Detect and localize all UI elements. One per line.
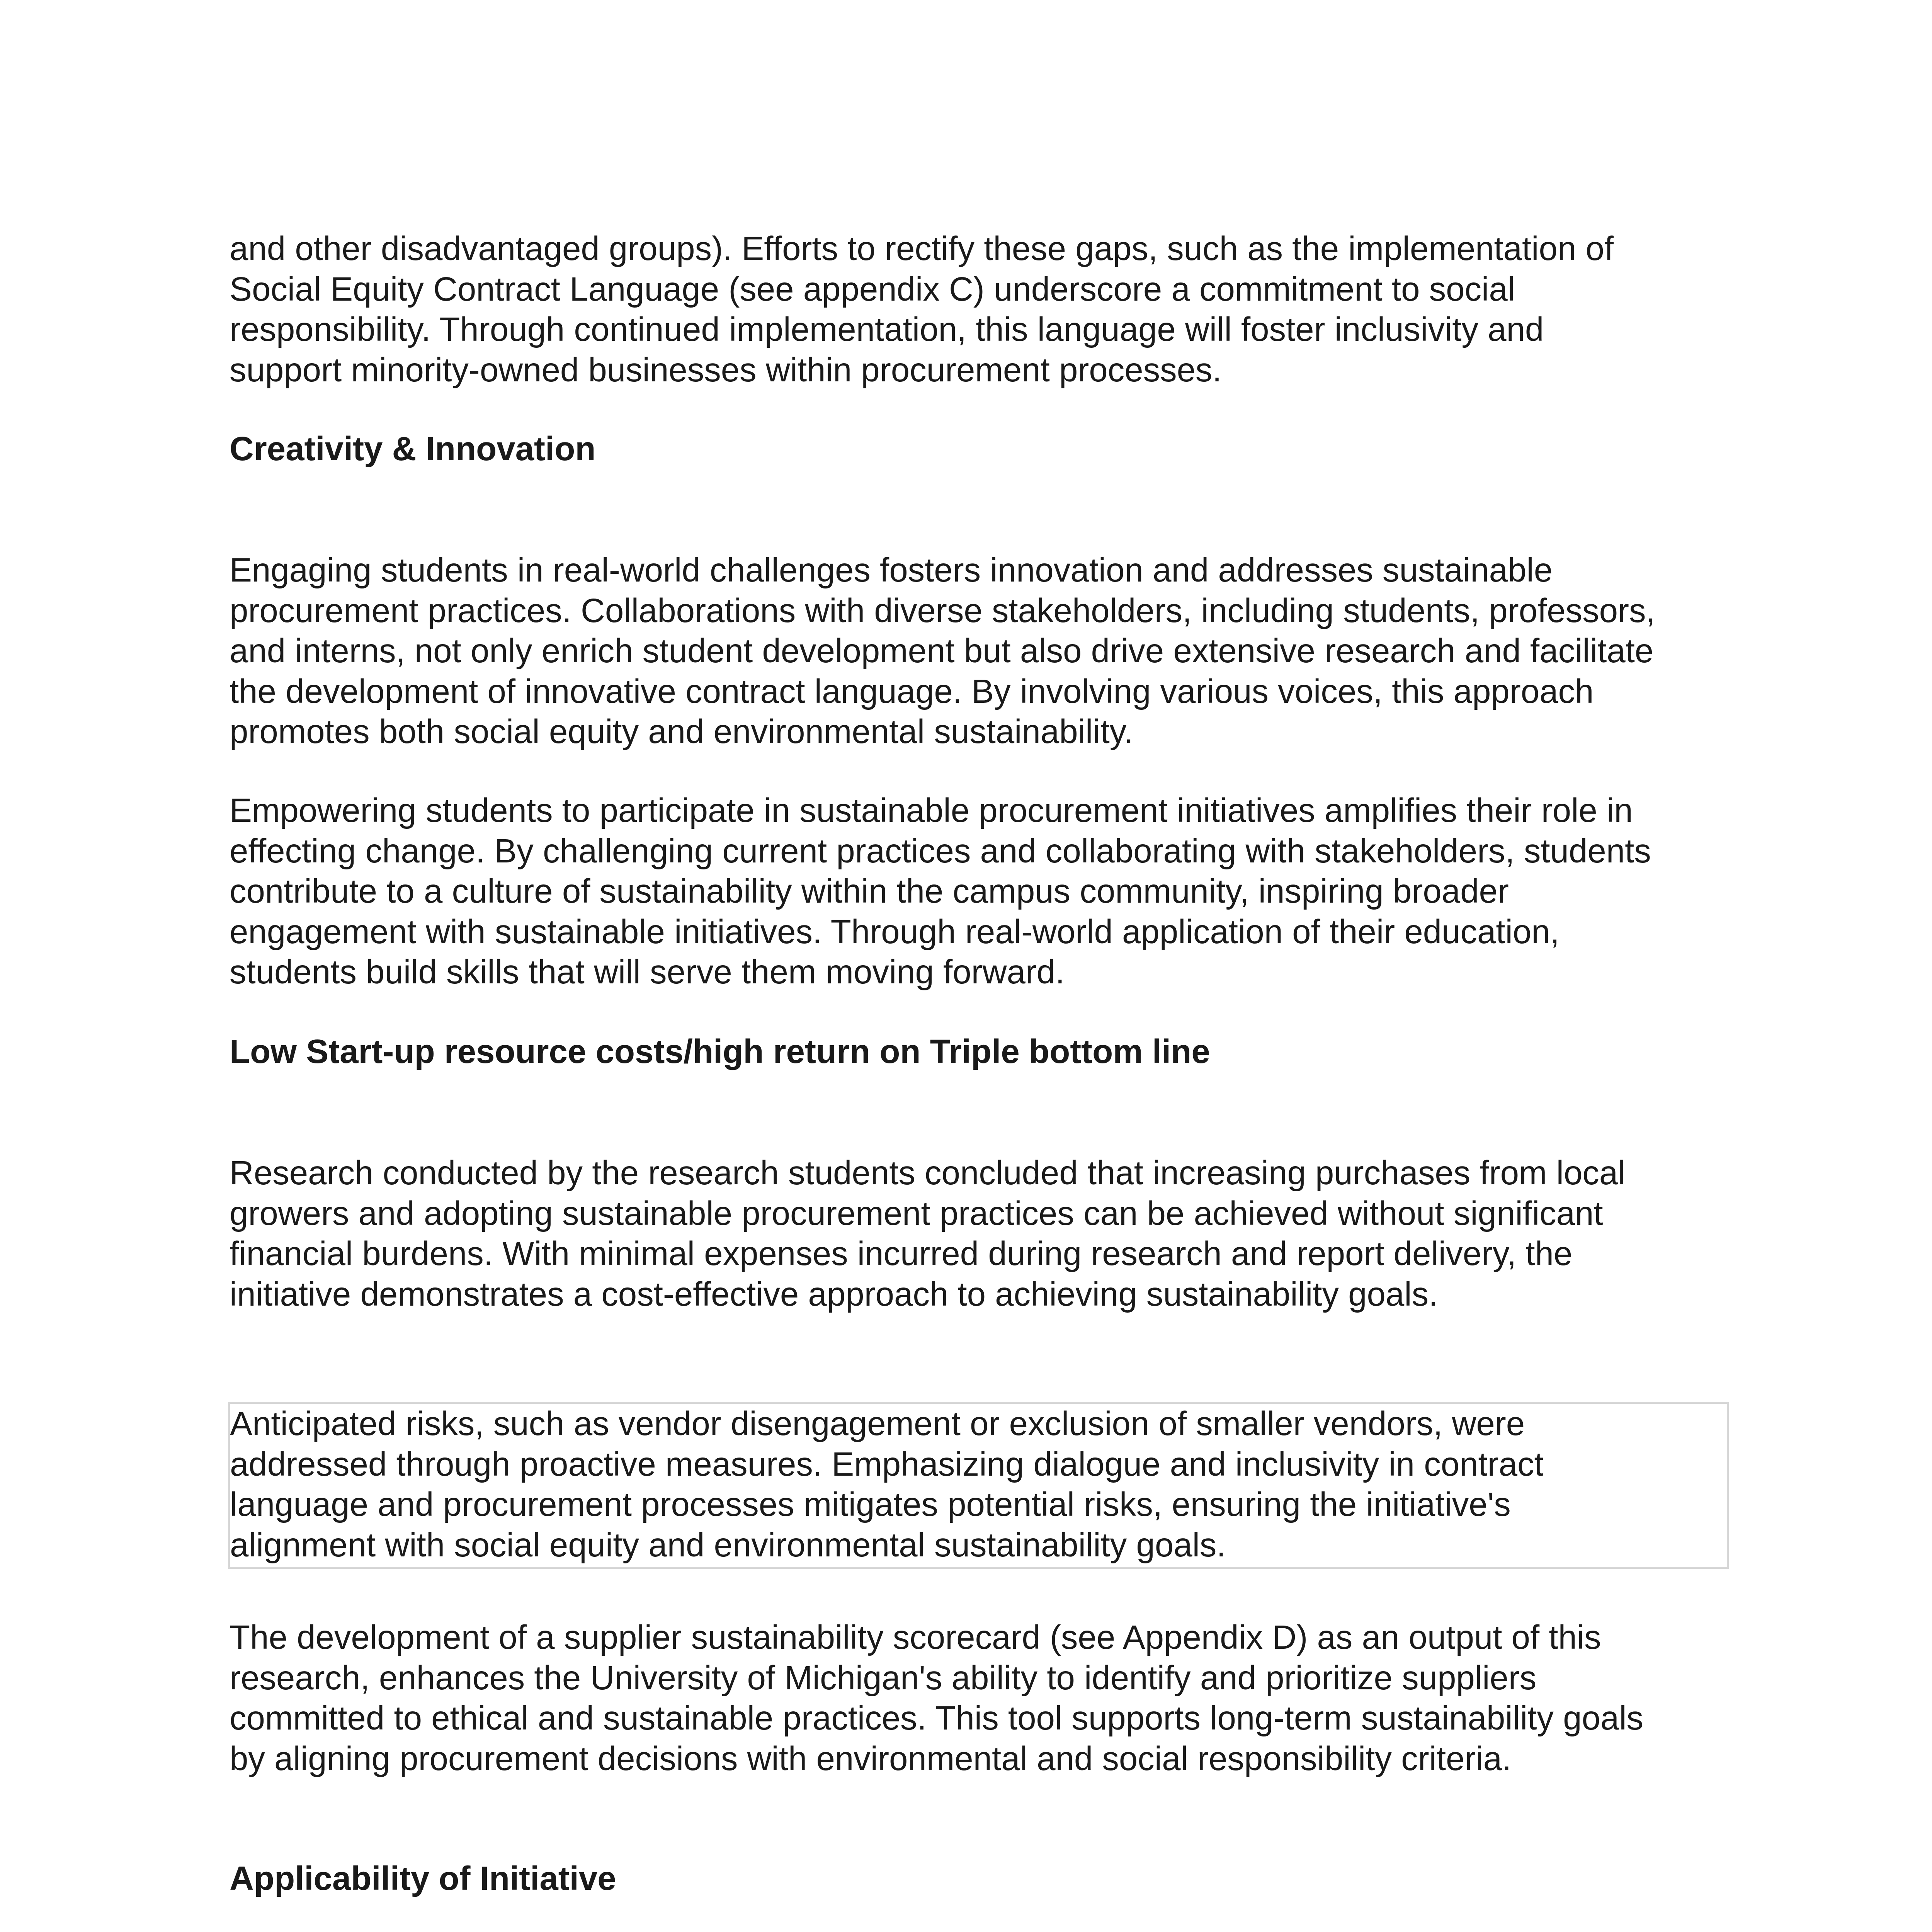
intro-paragraph: and other disadvantaged groups). Efforts to rectify these gaps, such as the implementation of Social Equity Contract Language (see appendix C) underscore a commitment to social responsibility. Through continued implementation, this language will foster inclusivity and support minority-owned businesses within procurement processes. [230,230,1614,389]
section-heading-creativity-innovation: Creativity & Innovation [230,430,596,468]
research-costs-paragraph: Research conducted by the research students concluded that increasing purchases from local growers and adopting sustainable procurement practices can be achieved without significant financial burdens. With minimal expenses incurred during research and report delivery, the initiative demonstrates a cost-effective approach to achieving sustainability goals. [230,1154,1626,1313]
empowering-students-paragraph: Empowering students to participate in sustainable procurement initiatives amplifies their role in effecting change. By challenging current practices and collaborating with stakeholders, students contribute to a culture of sustainability within the campus community, inspiring broader engagement with sustainable initiatives. Through real-world application of their education, students build skills that will serve them moving forward. [230,792,1651,991]
anticipated-risks-paragraph: Anticipated risks, such as vendor disengagement or exclusion of smaller vendors, were addressed through proactive measures. Emphasizing dialogue and inclusivity in contract language and procurement processes mitigates potential risks, ensuring the initiative's alignment with social equity and environmental sustainability goals. [228,1402,1729,1569]
section-heading-applicability: Applicability of Initiative [230,1860,616,1897]
supplier-scorecard-paragraph: The development of a supplier sustainability scorecard (see Appendix D) as an output of this research, enhances the University of Michigan's ability to identify and prioritize suppliers committed to ethical and sustainable practices. This tool supports long-term sustainability goals by aligning procurement decisions with environmental and social responsibility criteria. [230,1619,1644,1777]
engaging-students-paragraph: Engaging students in real-world challenges fosters innovation and addresses sustainable procurement practices. Collaborations with diverse stakeholders, including students, professors, and interns, not only enrich student development but also drive extensive research and facilitate the development of innovative contract language. By involving various voices, this approach promotes both social equity and environmental sustainability. [230,551,1655,750]
section-heading-low-startup-costs: Low Start-up resource costs/high return on Triple bottom line [230,1033,1210,1070]
